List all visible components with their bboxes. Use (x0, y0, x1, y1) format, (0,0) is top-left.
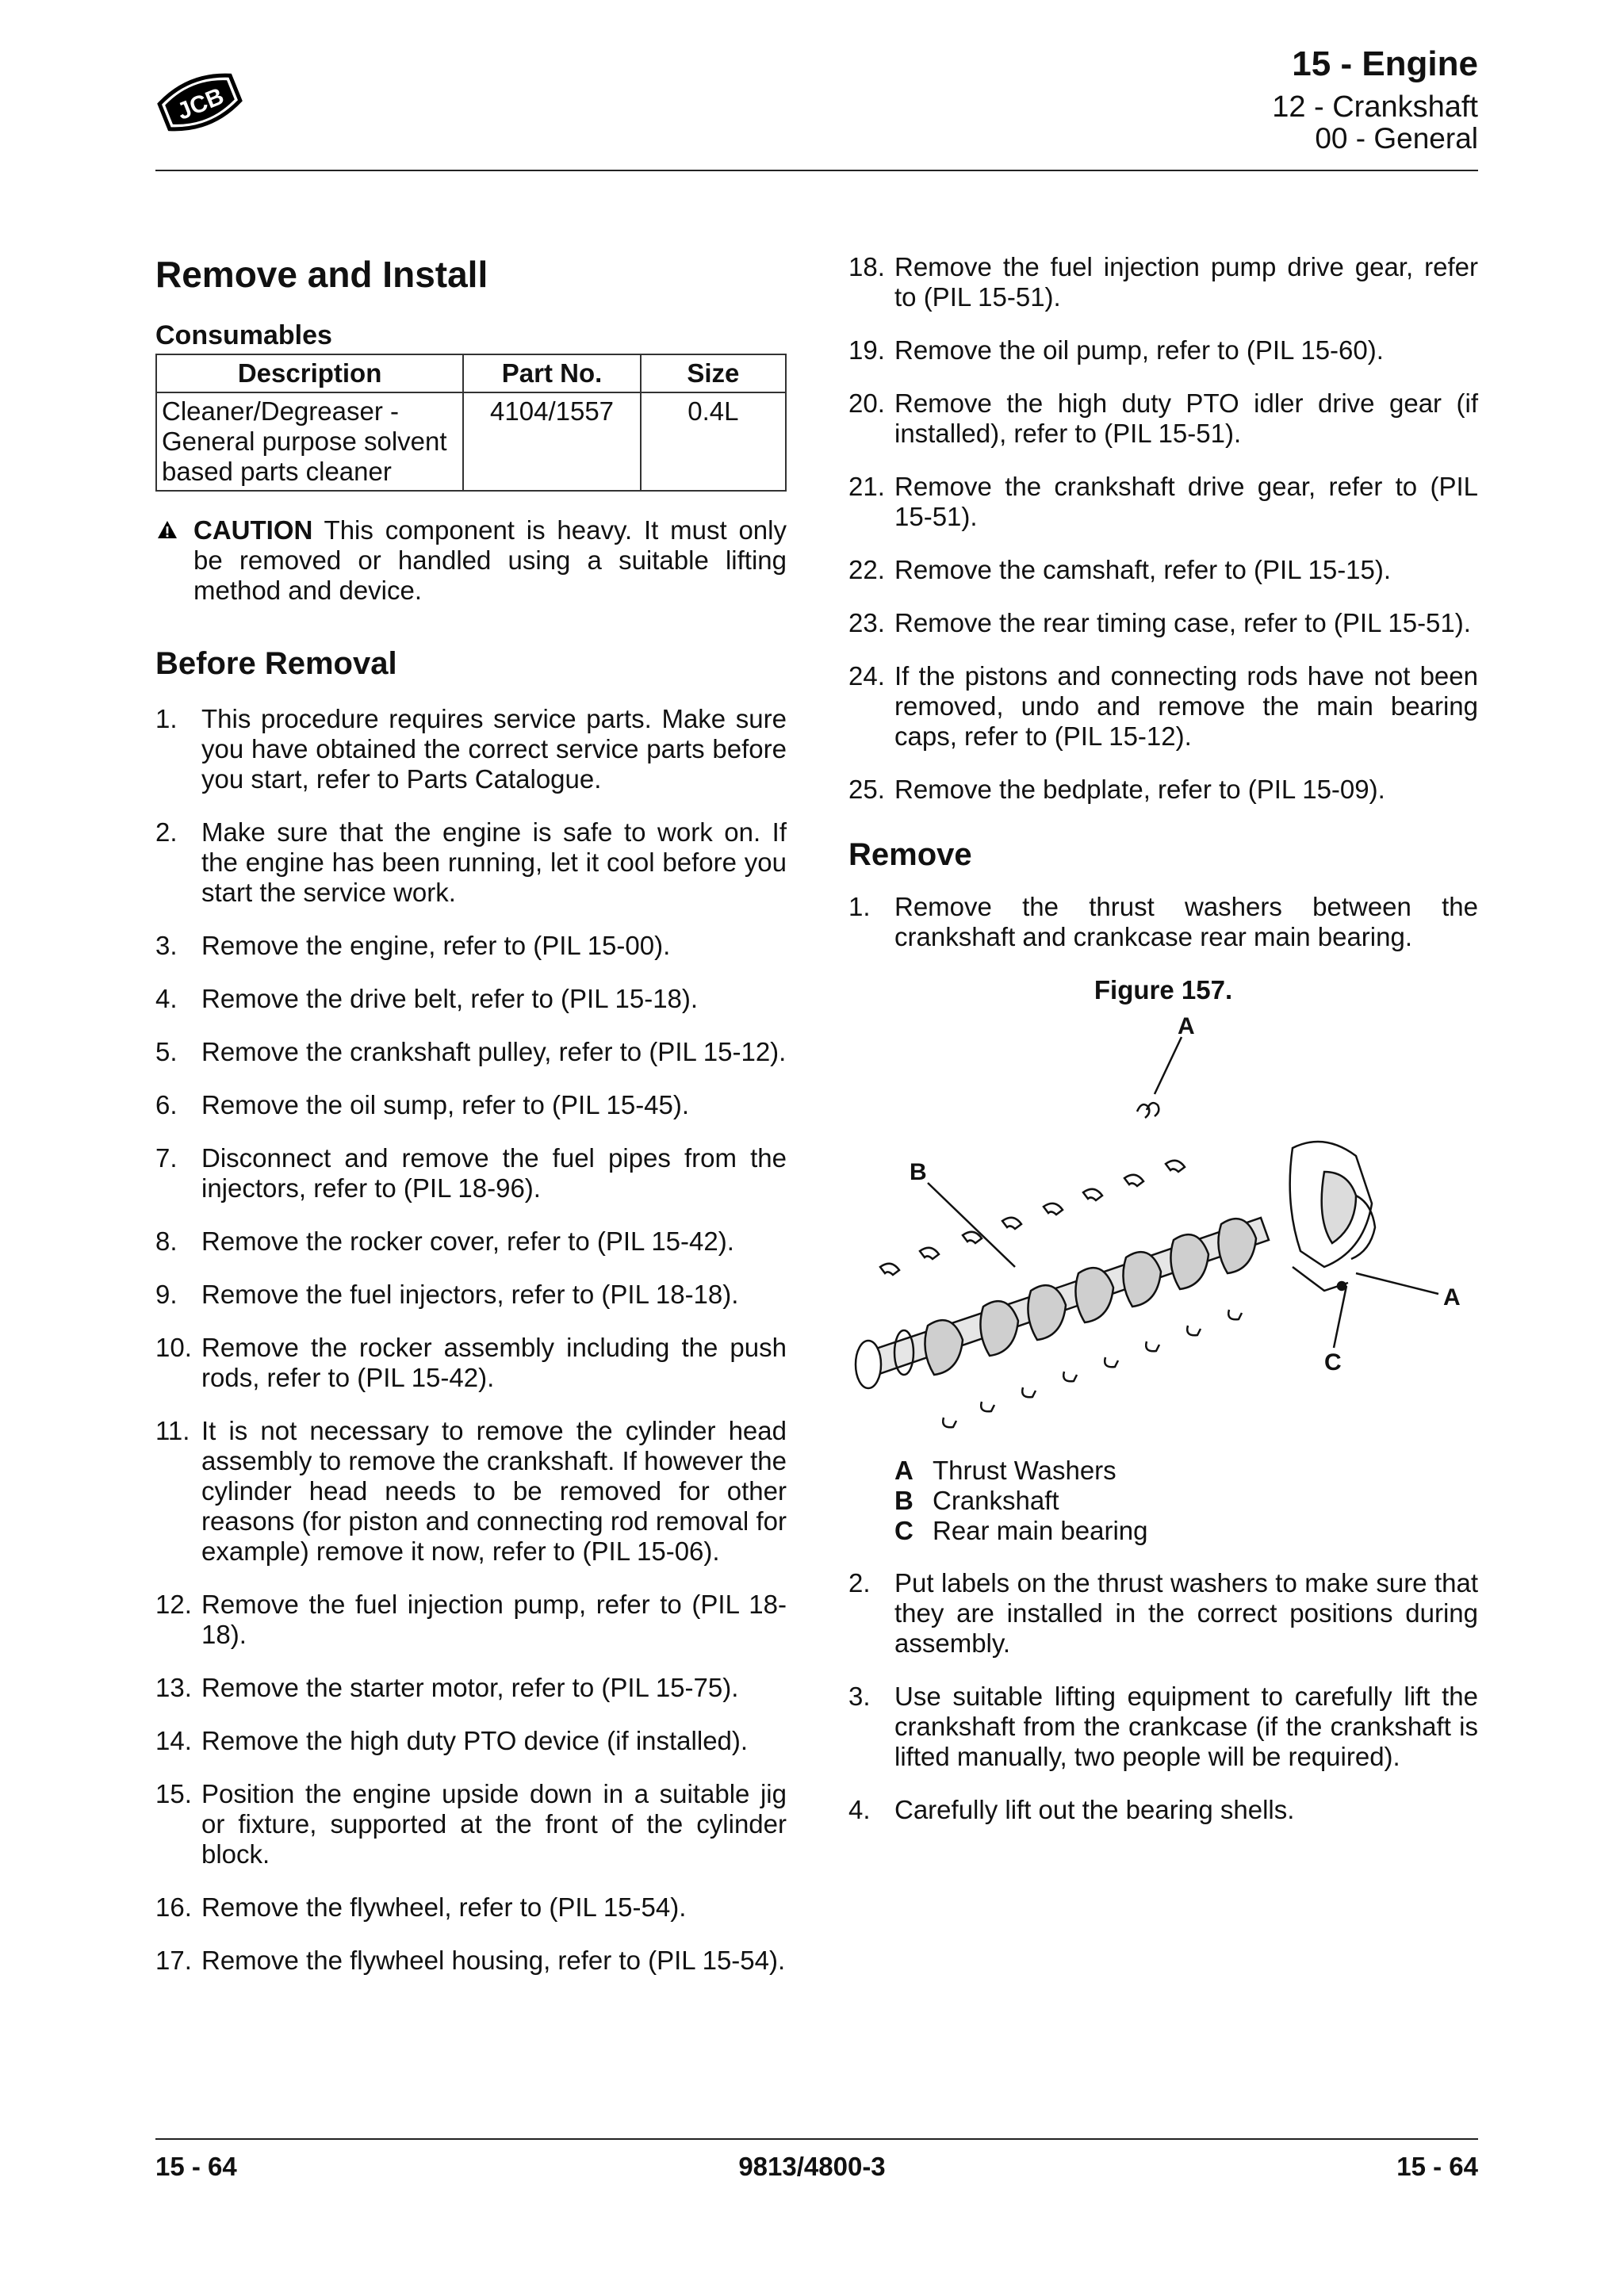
list-item (848, 388, 1478, 449)
callout-b: B (910, 1159, 927, 1185)
list-item (155, 1946, 787, 1976)
section-title: 15 - Engine (1292, 44, 1478, 83)
column-header-part-no: Part No. (463, 354, 641, 392)
step-text: Remove the crankshaft pulley, refer to (PIL 15-12). (201, 1037, 787, 1066)
list-item (848, 1682, 1478, 1772)
step-text: If the pistons and connecting rods have not been removed, undo and remove the main bearing caps, refer to (PIL 15-12). (894, 661, 1478, 751)
step-number: 13. (155, 1673, 192, 1702)
step-number: 6. (155, 1090, 178, 1119)
column-header-size: Size (641, 354, 786, 392)
step-number: 22. (848, 555, 885, 584)
step-number: 25. (848, 775, 885, 804)
step-text: This procedure requires service parts. Make sure you have obtained the correct service parts before you start, refer to Parts Catalogue. (201, 704, 787, 794)
remove-heading: Remove (848, 837, 972, 872)
step-number: 19. (848, 335, 885, 365)
remove-steps-continued (848, 1568, 1478, 1825)
step-text: Carefully lift out the bearing shells. (894, 1795, 1295, 1824)
step-text: Remove the flywheel, refer to (PIL 15-54). (201, 1892, 687, 1922)
step-text: Remove the drive belt, refer to (PIL 15-18). (201, 984, 699, 1013)
list-item (155, 1779, 787, 1869)
step-number: 21. (848, 472, 885, 501)
list-item (155, 1143, 787, 1203)
step-number: 8. (155, 1226, 178, 1256)
step-number: 9. (155, 1280, 178, 1309)
figure-caption: Figure 157. (1094, 975, 1233, 1004)
step-text: Remove the oil pump, refer to (PIL 15-60). (894, 335, 1384, 365)
logo-lettering: JCB (173, 82, 228, 125)
list-item (155, 1673, 787, 1703)
subsubsection-title: 00 - General (1315, 122, 1478, 155)
caution-text: This component is heavy. It must only be removed or handled using a suitable lifting method and device. (193, 515, 787, 605)
step-text: Remove the rocker cover, refer to (PIL 15-42). (201, 1226, 734, 1256)
step-text: Remove the fuel injection pump, refer to (PIL 18-18). (201, 1590, 787, 1649)
list-item (848, 608, 1478, 638)
cell-part-no: 4104/1557 (463, 392, 641, 491)
before-removal-steps-continued (848, 252, 1478, 805)
footer-divider (155, 2138, 1478, 2140)
step-number: 1. (155, 704, 178, 733)
list-item (848, 252, 1478, 312)
step-text: Remove the bedplate, refer to (PIL 15-09). (894, 775, 1385, 804)
list-item (848, 472, 1478, 532)
list-item (155, 1726, 787, 1756)
consumables-table (155, 354, 787, 492)
step-text: Remove the oil sump, refer to (PIL 15-45). (201, 1090, 690, 1119)
list-item (155, 1280, 787, 1310)
step-number: 11. (155, 1416, 190, 1445)
step-text: Remove the fuel injection pump drive gear, refer to (PIL 15-51). (894, 252, 1478, 312)
step-number: 2. (155, 817, 178, 847)
list-item (155, 1333, 787, 1393)
step-text: Remove the high duty PTO idler drive gear (if installed), refer to (PIL 15-51). (894, 388, 1478, 448)
step-text: Remove the fuel injectors, refer to (PIL 18-18). (201, 1280, 739, 1309)
step-text: Remove the engine, refer to (PIL 15-00). (201, 931, 671, 960)
warning-triangle-icon (157, 520, 178, 539)
list-item (848, 892, 1478, 952)
step-text: It is not necessary to remove the cylinder head assembly to remove the crankshaft. If however the cylinder head needs to be removed for other reasons (for piston and connecting rod removal for example) remove it now, refer to (PIL 15-06). (201, 1416, 787, 1566)
before-removal-heading: Before Removal (155, 646, 397, 681)
list-item (848, 335, 1478, 365)
step-text: Remove the rear timing case, refer to (PIL 15-51). (894, 608, 1471, 637)
step-text: Remove the high duty PTO device (if installed). (201, 1726, 749, 1755)
step-number: 14. (155, 1726, 192, 1755)
list-item (848, 661, 1478, 752)
before-removal-steps (155, 704, 787, 1976)
list-item (155, 1226, 787, 1257)
list-item (155, 704, 787, 794)
step-number: 3. (155, 931, 178, 960)
callout-a-right: A (1443, 1284, 1461, 1311)
step-number: 7. (155, 1143, 178, 1173)
page-number-left: 15 - 64 (155, 2152, 237, 2181)
list-item (155, 1090, 787, 1120)
list-item (848, 775, 1478, 805)
step-text: Position the engine upside down in a suitable jig or fixture, supported at the front of the cylinder block. (201, 1779, 787, 1869)
legend-item: C Rear main bearing (894, 1516, 1148, 1545)
list-item (848, 555, 1478, 585)
list-item (155, 1892, 787, 1923)
list-item (155, 984, 787, 1014)
list-item (848, 1568, 1478, 1659)
step-number: 4. (155, 984, 178, 1013)
step-number: 16. (155, 1892, 192, 1922)
header-divider (155, 170, 1478, 171)
step-text: Remove the flywheel housing, refer to (PIL 15-54). (201, 1946, 786, 1975)
list-item (155, 1037, 787, 1067)
legend-item: B Crankshaft (894, 1486, 1059, 1515)
step-text: Make sure that the engine is safe to work on. If the engine has been running, let it cool before you start the service work. (201, 817, 787, 907)
caution-notice (155, 515, 787, 606)
list-item (155, 817, 787, 908)
step-number: 10. (155, 1333, 192, 1362)
list-item (848, 1795, 1478, 1825)
step-text: Remove the starter motor, refer to (PIL 15-75). (201, 1673, 739, 1702)
figure-legend (894, 1456, 1478, 1546)
cell-description: Cleaner/Degreaser - General purpose solvent based parts cleaner (156, 392, 463, 491)
step-number: 24. (848, 661, 885, 691)
remove-steps (848, 892, 1478, 952)
step-number: 5. (155, 1037, 178, 1066)
step-number: 23. (848, 608, 885, 637)
step-number: 2. (848, 1568, 871, 1598)
callout-c: C (1324, 1349, 1342, 1376)
step-text: Remove the camshaft, refer to (PIL 15-15). (894, 555, 1392, 584)
list-item (155, 1416, 787, 1567)
column-header-description: Description (156, 354, 463, 392)
jcb-logo (155, 65, 244, 140)
list-item (155, 1590, 787, 1650)
step-number: 3. (848, 1682, 871, 1711)
step-text: Disconnect and remove the fuel pipes from the injectors, refer to (PIL 18-96). (201, 1143, 787, 1203)
page-number-right: 15 - 64 (1396, 2152, 1478, 2181)
legend-item: A Thrust Washers (894, 1456, 1116, 1485)
step-number: 18. (848, 252, 885, 281)
consumables-heading: Consumables (155, 320, 332, 350)
step-number: 4. (848, 1795, 871, 1824)
right-column (848, 252, 1478, 1848)
crankshaft-illustration (848, 1005, 1478, 1449)
table-row (156, 392, 786, 491)
step-number: 1. (848, 892, 871, 921)
left-column (155, 252, 787, 1999)
step-text: Remove the crankshaft drive gear, refer to (PIL 15-51). (894, 472, 1478, 531)
step-text: Use suitable lifting equipment to carefully lift the crankshaft from the crankcase (if the crankshaft is lifted manually, two people will be required). (894, 1682, 1478, 1771)
document-number: 9813/4800-3 (738, 2152, 886, 2181)
caution-label: CAUTION (193, 515, 313, 545)
page-title: Remove and Install (155, 254, 488, 295)
step-text: Put labels on the thrust washers to make sure that they are installed in the correct positions during assembly. (894, 1568, 1478, 1658)
cell-size: 0.4L (641, 392, 786, 491)
step-text: Remove the rocker assembly including the push rods, refer to (PIL 15-42). (201, 1333, 787, 1392)
step-text: Remove the thrust washers between the crankshaft and crankcase rear main bearing. (894, 892, 1478, 951)
step-number: 15. (155, 1779, 192, 1808)
step-number: 12. (155, 1590, 192, 1619)
list-item (155, 931, 787, 961)
step-number: 20. (848, 388, 885, 418)
subsection-title: 12 - Crankshaft (1272, 90, 1478, 124)
table-header-row (156, 354, 786, 392)
step-number: 17. (155, 1946, 192, 1975)
callout-a: A (1178, 1013, 1195, 1039)
